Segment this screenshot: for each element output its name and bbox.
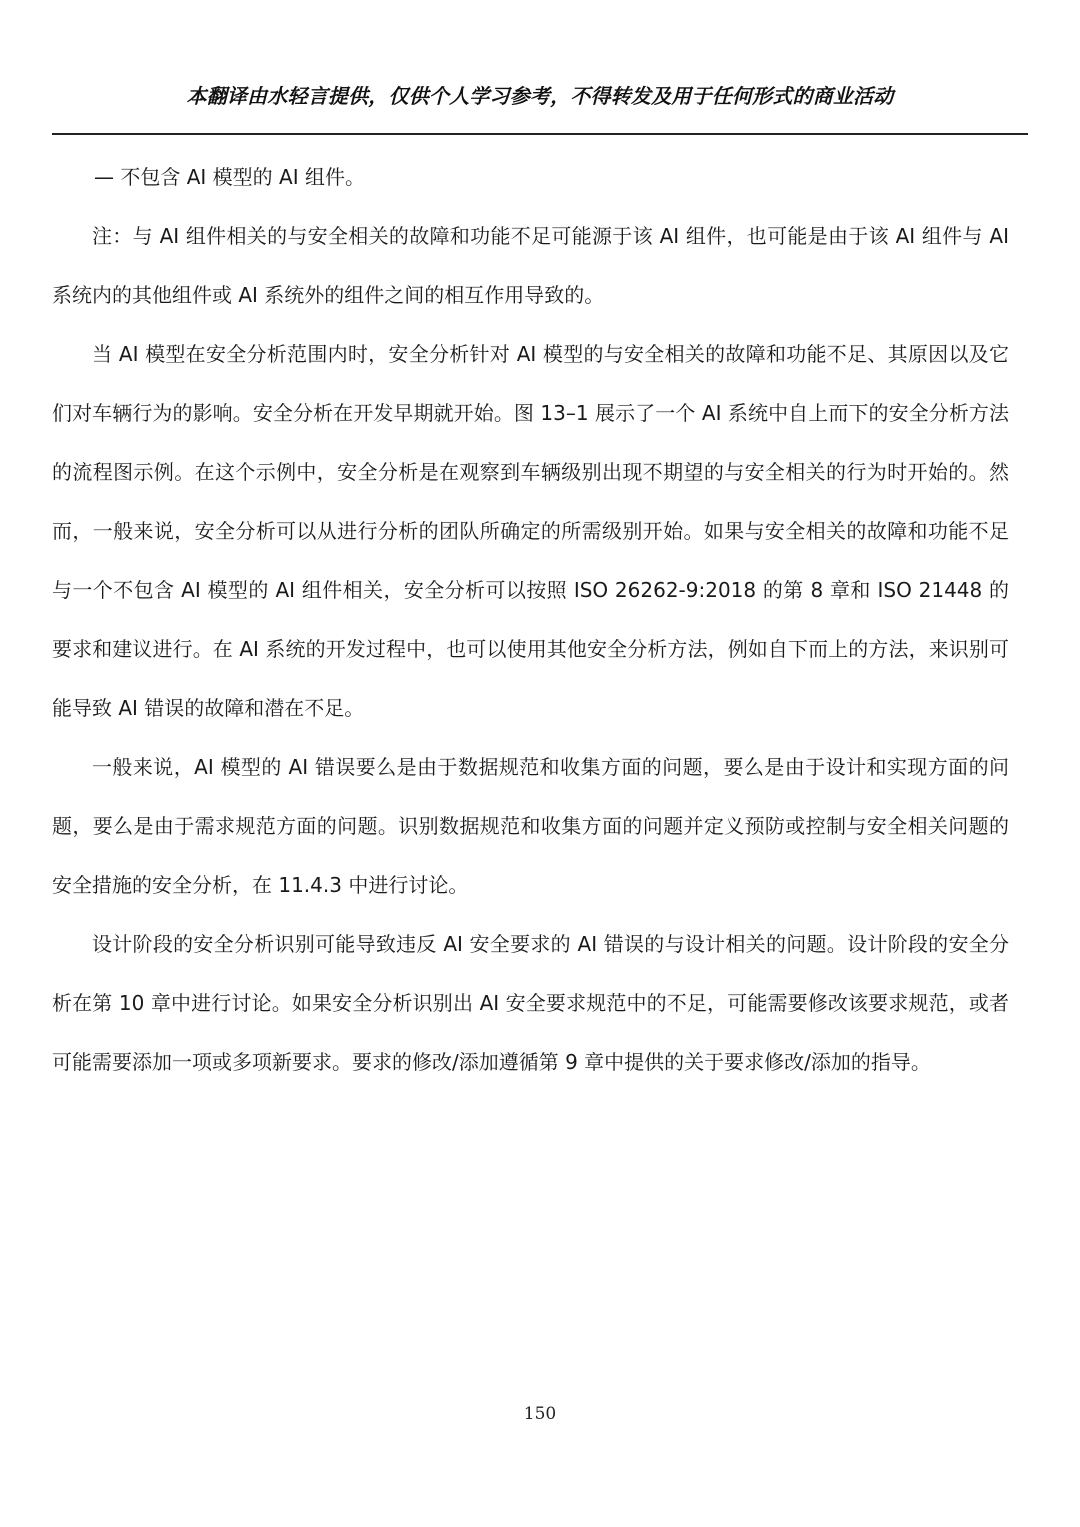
note-paragraph: 注：与 AI 组件相关的与安全相关的故障和功能不足可能源于该 AI 组件，也可能是由于该 AI 组件与 AI 系统内的其他组件或 AI 系统外的组件之间的相互作用导致的。 [52, 224, 1009, 307]
body-paragraph: 当 AI 模型在安全分析范围内时，安全分析针对 AI 模型的与安全相关的故障和功能不足、其原因以及它们对车辆行为的影响。安全分析在开发早期就开始。图 13–1 展示了一个 AI 系统中自上而下的安全分析方法的流程图示例。在这个示例中，安全分析是在观察到车辆级别出现不期望的与安全相关的行为时开始的。然而，一般来说，安全分析可以从进行分析的团队所确定的所需级别开始。如果与安全相关的故障和功能不足与一个不包含 AI 模型的 AI 组件相关，安全分析可以按照 ISO 26262-9:2018 的第 8 章和 ISO 21448 的要求和建议进行。在 AI 系统的开发过程中，也可以使用其他安全分析方法，例如自下而上的方法，来识别可能导致 AI 错误的故障和潜在不足。 [52, 342, 1009, 720]
page-number: 150 [523, 1404, 557, 1424]
document-body [52, 148, 1009, 1092]
list-item-ai-component: — 不包含 AI 模型的 AI 组件。 [94, 165, 365, 189]
body-paragraph: 一般来说，AI 模型的 AI 错误要么是由于数据规范和收集方面的问题，要么是由于设计和实现方面的问题，要么是由于需求规范方面的问题。识别数据规范和收集方面的问题并定义预防或控制与安全相关问题的安全措施的安全分析，在 11.4.3 中进行讨论。 [52, 755, 1009, 897]
body-paragraph: 设计阶段的安全分析识别可能导致违反 AI 安全要求的 AI 错误的与设计相关的问题。设计阶段的安全分析在第 10 章中进行讨论。如果安全分析识别出 AI 安全要求规范中的不足，可能需要修改该要求规范，或者可能需要添加一项或多项新要求。要求的修改/添加遵循第 9 章中提供的关于要求修改/添加的指导。 [52, 932, 1009, 1074]
page-header-notice: 本翻译由水轻言提供，仅供个人学习参考，不得转发及用于任何形式的商业活动 [186, 84, 894, 108]
header-divider [52, 133, 1028, 135]
